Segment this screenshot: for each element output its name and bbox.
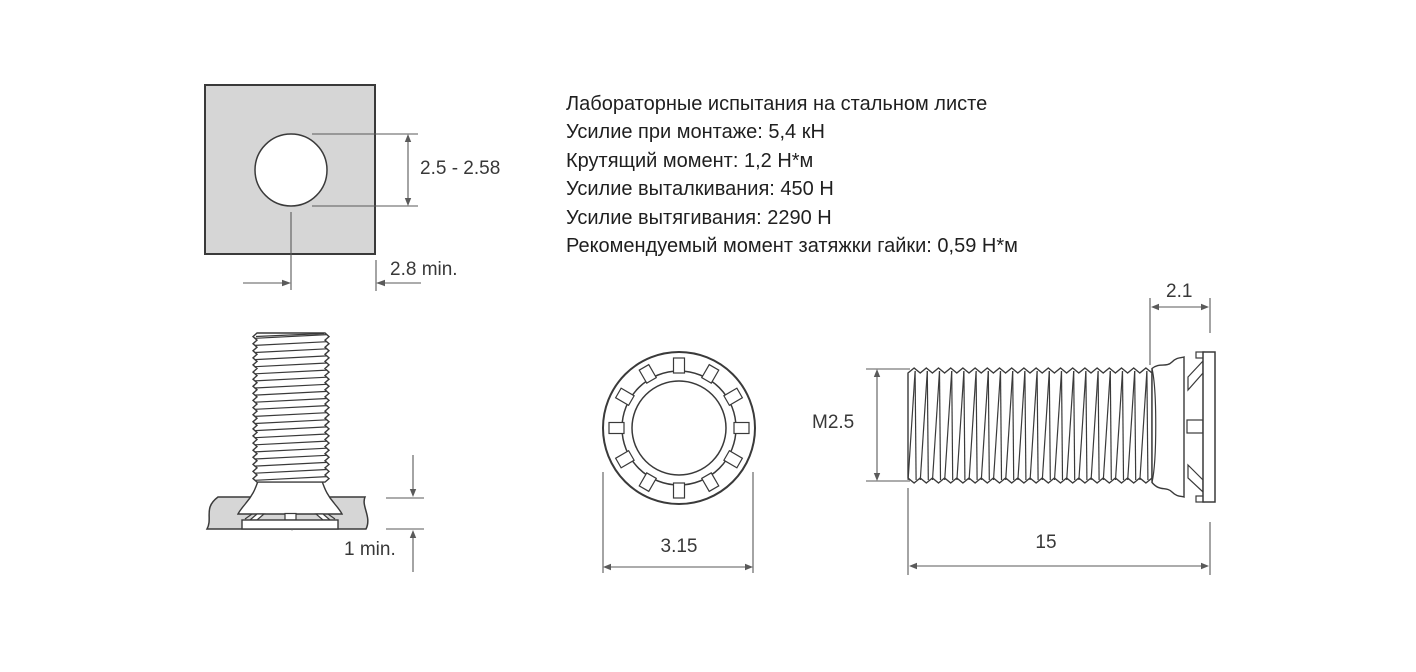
arrowhead-icon bbox=[745, 564, 753, 570]
head-knurl-teeth bbox=[1187, 361, 1203, 492]
dim-head-diameter-label: 3.15 bbox=[660, 536, 698, 557]
arrowhead-icon bbox=[282, 280, 291, 286]
arrowhead-icon bbox=[405, 134, 411, 142]
test-result-line: Усилие выталкивания: 450 Н bbox=[566, 178, 834, 201]
knurl-tooth bbox=[674, 483, 685, 498]
arrowhead-icon bbox=[603, 564, 611, 570]
arrowhead-icon bbox=[874, 473, 880, 481]
thread-outline bbox=[908, 368, 1152, 483]
arrowhead-icon bbox=[874, 369, 880, 377]
head-cone bbox=[1152, 357, 1184, 497]
arrowhead-icon bbox=[405, 198, 411, 206]
dim-edge-distance-label: 2.8 min. bbox=[390, 259, 458, 280]
knurl-tooth bbox=[609, 423, 624, 434]
plate-hole-view bbox=[205, 85, 421, 291]
head-outer-circle bbox=[603, 352, 755, 504]
stud-thread-horizontal bbox=[908, 368, 1152, 483]
clinch-knurl-teeth bbox=[245, 514, 335, 521]
arrowhead-icon bbox=[410, 530, 416, 538]
arrowhead-icon bbox=[376, 280, 385, 286]
dim-hole-diameter-label: 2.5 - 2.58 bbox=[420, 158, 501, 179]
test-result-line: Усилие вытягивания: 2290 Н bbox=[566, 206, 832, 229]
flush-head-plate bbox=[242, 520, 338, 529]
dim-sheet-thickness-label: 1 min. bbox=[344, 539, 396, 560]
installed-stud-view bbox=[207, 333, 424, 572]
arrowhead-icon bbox=[410, 489, 416, 497]
arrowhead-icon bbox=[1201, 563, 1209, 569]
arrowhead-icon bbox=[909, 563, 917, 569]
mounting-hole bbox=[255, 134, 327, 206]
knurl-tooth bbox=[674, 358, 685, 373]
clinched-head-flare bbox=[238, 481, 342, 514]
dim-stud-length-label: 15 bbox=[1035, 532, 1057, 553]
test-result-line: Рекомендуемый момент затяжки гайки: 0,59 Н*м bbox=[566, 235, 1018, 258]
test-result-line: Крутящий момент: 1,2 Н*м bbox=[566, 149, 814, 172]
test-result-line: Усилие при монтаже: 5,4 кН bbox=[566, 121, 825, 144]
knurl-tooth bbox=[734, 423, 749, 434]
dim-thread-size-label: M2.5 bbox=[812, 412, 855, 433]
dim-head-length-label: 2.1 bbox=[1166, 281, 1193, 302]
test-results-text-block bbox=[566, 90, 1018, 260]
arrowhead-icon bbox=[1201, 304, 1209, 310]
head-face-bar bbox=[1203, 352, 1215, 502]
info-title: Лабораторные испытания на стальном листе bbox=[566, 93, 988, 115]
stud-thread-vertical bbox=[253, 333, 329, 482]
arrowhead-icon bbox=[1151, 304, 1159, 310]
